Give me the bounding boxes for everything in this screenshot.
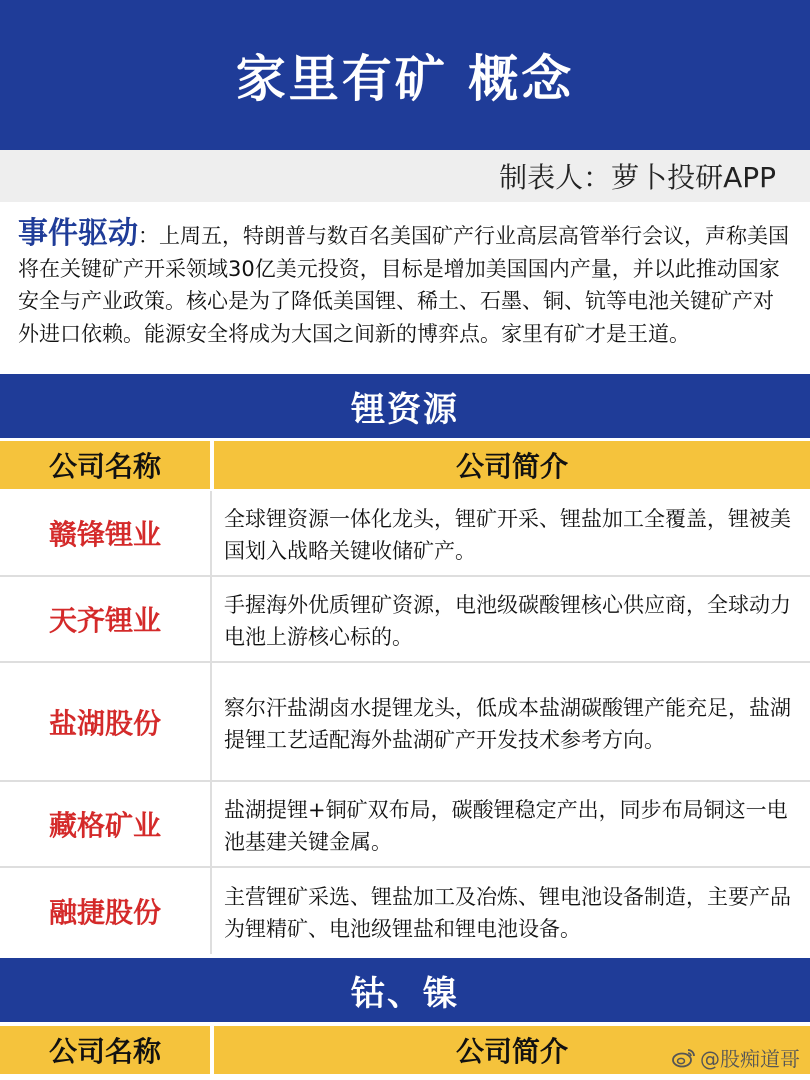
column-header-name: 公司名称 bbox=[0, 441, 214, 489]
author-credit: 制表人：萝卜投研APP bbox=[499, 161, 776, 194]
company-desc: 手握海外优质锂矿资源，电池级碳酸锂核心供应商，全球动力电池上游核心标的。 bbox=[224, 593, 791, 649]
section-title: 锂资源 bbox=[351, 389, 459, 430]
title-banner bbox=[0, 0, 810, 150]
company-name: 盐湖股份 bbox=[0, 663, 212, 780]
table-row bbox=[0, 868, 810, 954]
table-header bbox=[0, 441, 810, 489]
watermark bbox=[672, 1043, 800, 1072]
weibo-icon bbox=[672, 1048, 696, 1068]
event-text: ：上周五，特朗普与数百名美国矿产行业高层高管举行会议，声称美国将在关键矿产开采领域30亿美元投资，目标是增加美国国内产量，并以此推动国家安全与产业政策。核心是为了降低美国锂、稀土、石墨、铜、钪等电池关键矿产对外进口依赖。能源安全将成为大国之间新的博弈点。家里有矿才是王道。 bbox=[18, 224, 789, 346]
section-title-bar bbox=[0, 958, 810, 1022]
company-desc: 全球锂资源一体化龙头，锂矿开采、锂盐加工全覆盖，锂被美国划入战略关键收储矿产。 bbox=[224, 507, 791, 563]
table-row bbox=[0, 663, 810, 782]
section-title-bar bbox=[0, 374, 810, 438]
page-title: 家里有矿 概念 bbox=[235, 50, 575, 108]
company-name: 融捷股份 bbox=[0, 868, 212, 954]
company-desc: 盐湖提锂+铜矿双布局，碳酸锂稳定产出，同步布局铜这一电池基建关键金属。 bbox=[224, 798, 788, 854]
column-header-desc: 公司简介 bbox=[214, 1026, 810, 1074]
company-name: 赣锋锂业 bbox=[0, 491, 212, 575]
company-desc: 主营锂矿采选、锂盐加工及冶炼、锂电池设备制造，主要产品为锂精矿、电池级锂盐和锂电池设备。 bbox=[224, 885, 791, 941]
column-header-desc: 公司简介 bbox=[214, 441, 810, 489]
author-bar bbox=[0, 150, 810, 202]
table-row bbox=[0, 782, 810, 868]
column-header-name: 公司名称 bbox=[0, 1026, 214, 1074]
table-row bbox=[0, 577, 810, 663]
company-desc: 察尔汗盐湖卤水提锂龙头，低成本盐湖碳酸锂产能充足，盐湖提锂工艺适配海外盐湖矿产开发技术参考方向。 bbox=[224, 695, 791, 752]
event-paragraph bbox=[18, 218, 794, 350]
section-title: 钴、镍 bbox=[351, 973, 459, 1014]
table-row bbox=[0, 491, 810, 577]
event-label: 事件驱动 bbox=[18, 216, 138, 251]
company-name: 藏格矿业 bbox=[0, 782, 212, 866]
watermark-text: @股痴道哥 bbox=[700, 1047, 800, 1071]
company-name: 天齐锂业 bbox=[0, 577, 212, 661]
